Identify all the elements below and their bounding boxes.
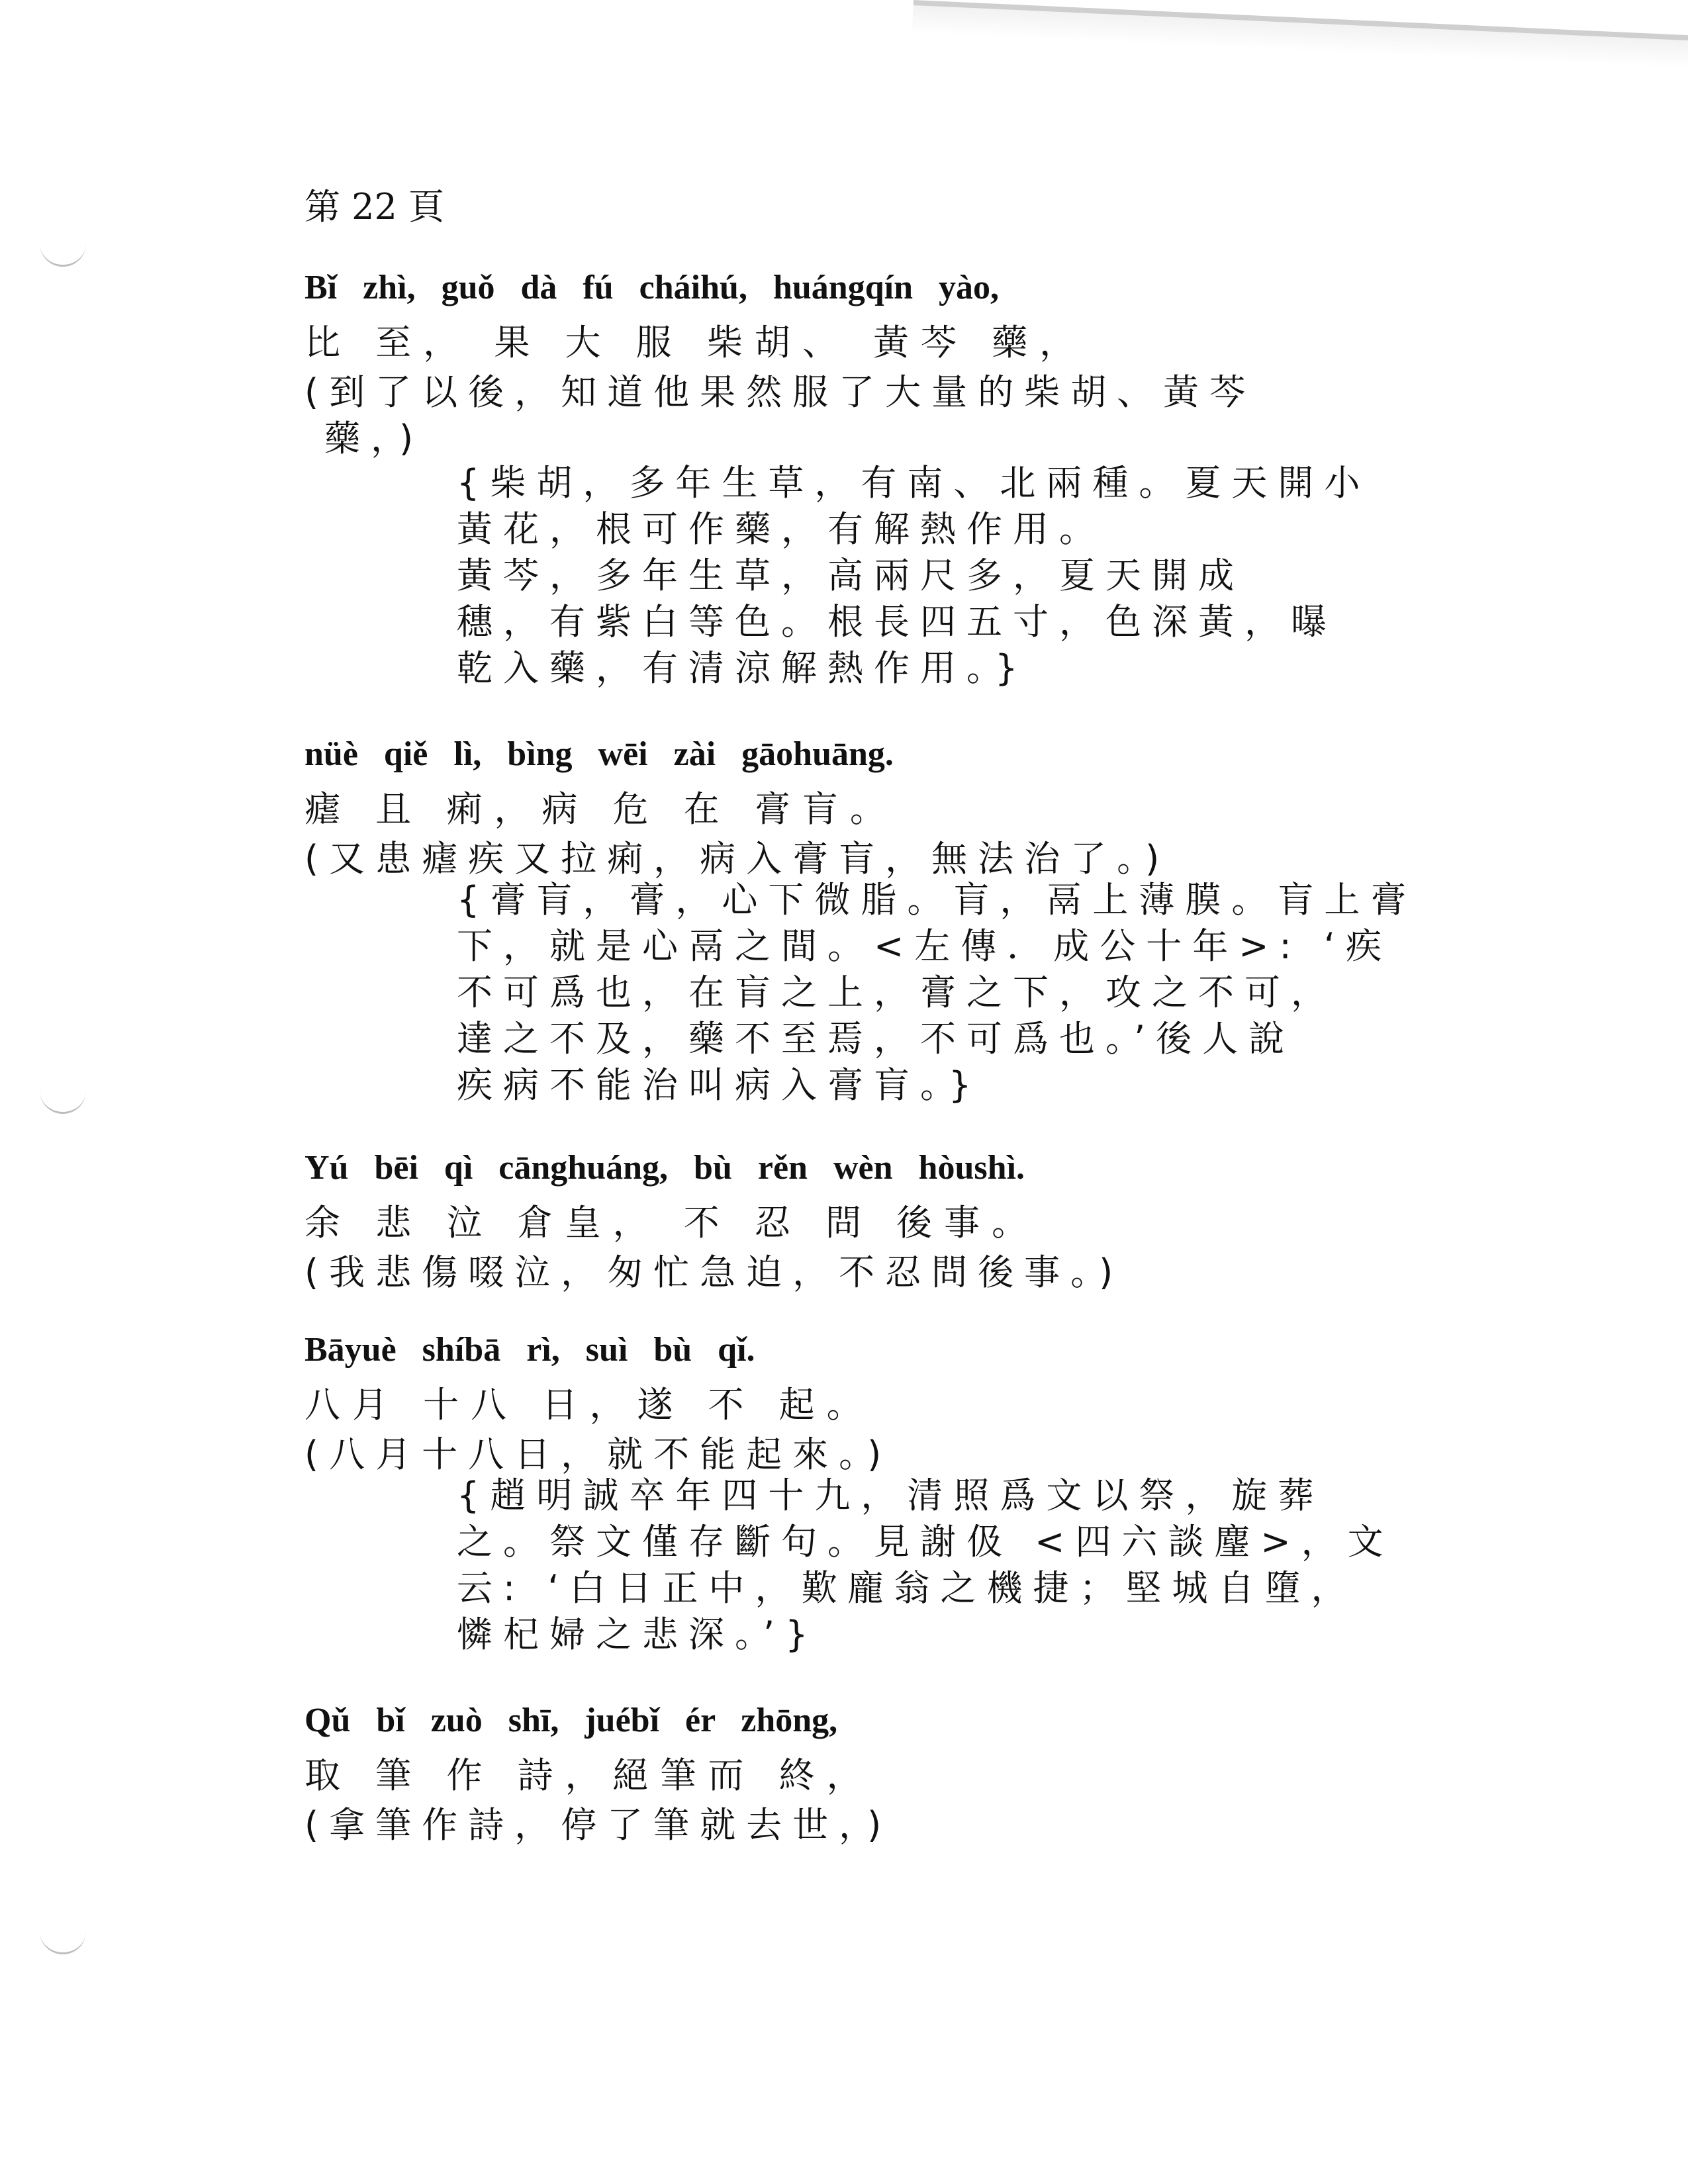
note-line: 乾入藥，有清涼解熱作用。} — [457, 647, 1029, 689]
annotation-note — [457, 460, 1370, 692]
note-line: 不可爲也，在肓之上，膏之下，攻之不可， — [457, 972, 1337, 1013]
translation-line: (八月十八日，就不能起來。) — [305, 1433, 892, 1475]
chinese-line: 八月 十八 日，遂 不 起。 — [305, 1384, 874, 1426]
note-line: {膏肓，膏，心下微脂。肓，鬲上薄膜。肓上膏 — [457, 879, 1417, 921]
note-line: 疾病不能治叫病入膏肓。} — [457, 1064, 982, 1106]
pinyin-line: Bāyuè shíbā rì, suì bù qǐ. — [305, 1331, 755, 1369]
translation-line: (又患瘧疾又拉痢，病入膏肓，無法治了。) — [305, 838, 1170, 880]
punch-hole-mark — [40, 1032, 86, 1114]
annotation-note — [457, 1473, 1394, 1658]
translation-line: (到了以後，知道他果然服了大量的柴胡、黃芩 — [305, 371, 1256, 413]
note-line: 之。祭文僅存斷句。見謝伋 <四六談麈>，文 — [457, 1521, 1394, 1563]
annotation-note — [457, 877, 1417, 1109]
note-line: 下，就是心鬲之間。<左傳．成公十年>: ‘疾 — [457, 925, 1393, 967]
scan-shadow-edge — [911, 0, 1688, 87]
chinese-line: 比 至， 果 大 服 柴胡、 黃芩 藥， — [305, 322, 1088, 363]
note-line: 黃花，根可作藥，有解熱作用。 — [457, 508, 1105, 550]
translation-line: (拿筆作詩，停了筆就去世，) — [305, 1804, 892, 1846]
note-line: {柴胡，多年生草，有南、北兩種。夏天開小 — [457, 462, 1371, 504]
chinese-line: 余 悲 泣 倉皇， 不 忍 問 後事。 — [305, 1202, 1040, 1244]
note-line: 云: ‘白日正中，歎龐翁之機捷；堅城自墮， — [457, 1567, 1358, 1609]
page-title: 第 22 頁 — [305, 186, 445, 228]
punch-hole-mark — [40, 1873, 86, 1954]
note-line: 達之不及，藥不至焉，不可爲也。’後人說 — [457, 1018, 1295, 1060]
chinese-line: 瘧 且 痢，病 危 在 膏肓。 — [305, 788, 898, 830]
pinyin-line: nüè qiě lì, bìng wēi zài gāohuāng. — [305, 735, 894, 773]
note-line: {趙明誠卒年四十九，清照爲文以祭，旋葬 — [457, 1475, 1325, 1516]
note-line: 穗，有紫白等色。根長四五寸，色深黃，曝 — [457, 601, 1337, 643]
translation-line: 藥，) — [324, 418, 424, 459]
pinyin-line: Yú bēi qì cānghuáng, bù rěn wèn hòushì. — [305, 1149, 1025, 1187]
punch-hole-mark — [40, 185, 86, 267]
pinyin-line: Bǐ zhì, guǒ dà fú cháihú, huángqín yào, — [305, 269, 999, 306]
pinyin-line: Qǔ bǐ zuò shī, juébǐ ér zhōng, — [305, 1702, 838, 1739]
note-line: 黃芩，多年生草，高兩尺多，夏天開成 — [457, 555, 1244, 596]
translation-line: (我悲傷啜泣，匆忙急迫，不忍問後事。) — [305, 1251, 1124, 1293]
chinese-line: 取 筆 作 詩，絕筆而 終， — [305, 1754, 874, 1796]
note-line: 憐杞婦之悲深。’} — [457, 1614, 819, 1655]
